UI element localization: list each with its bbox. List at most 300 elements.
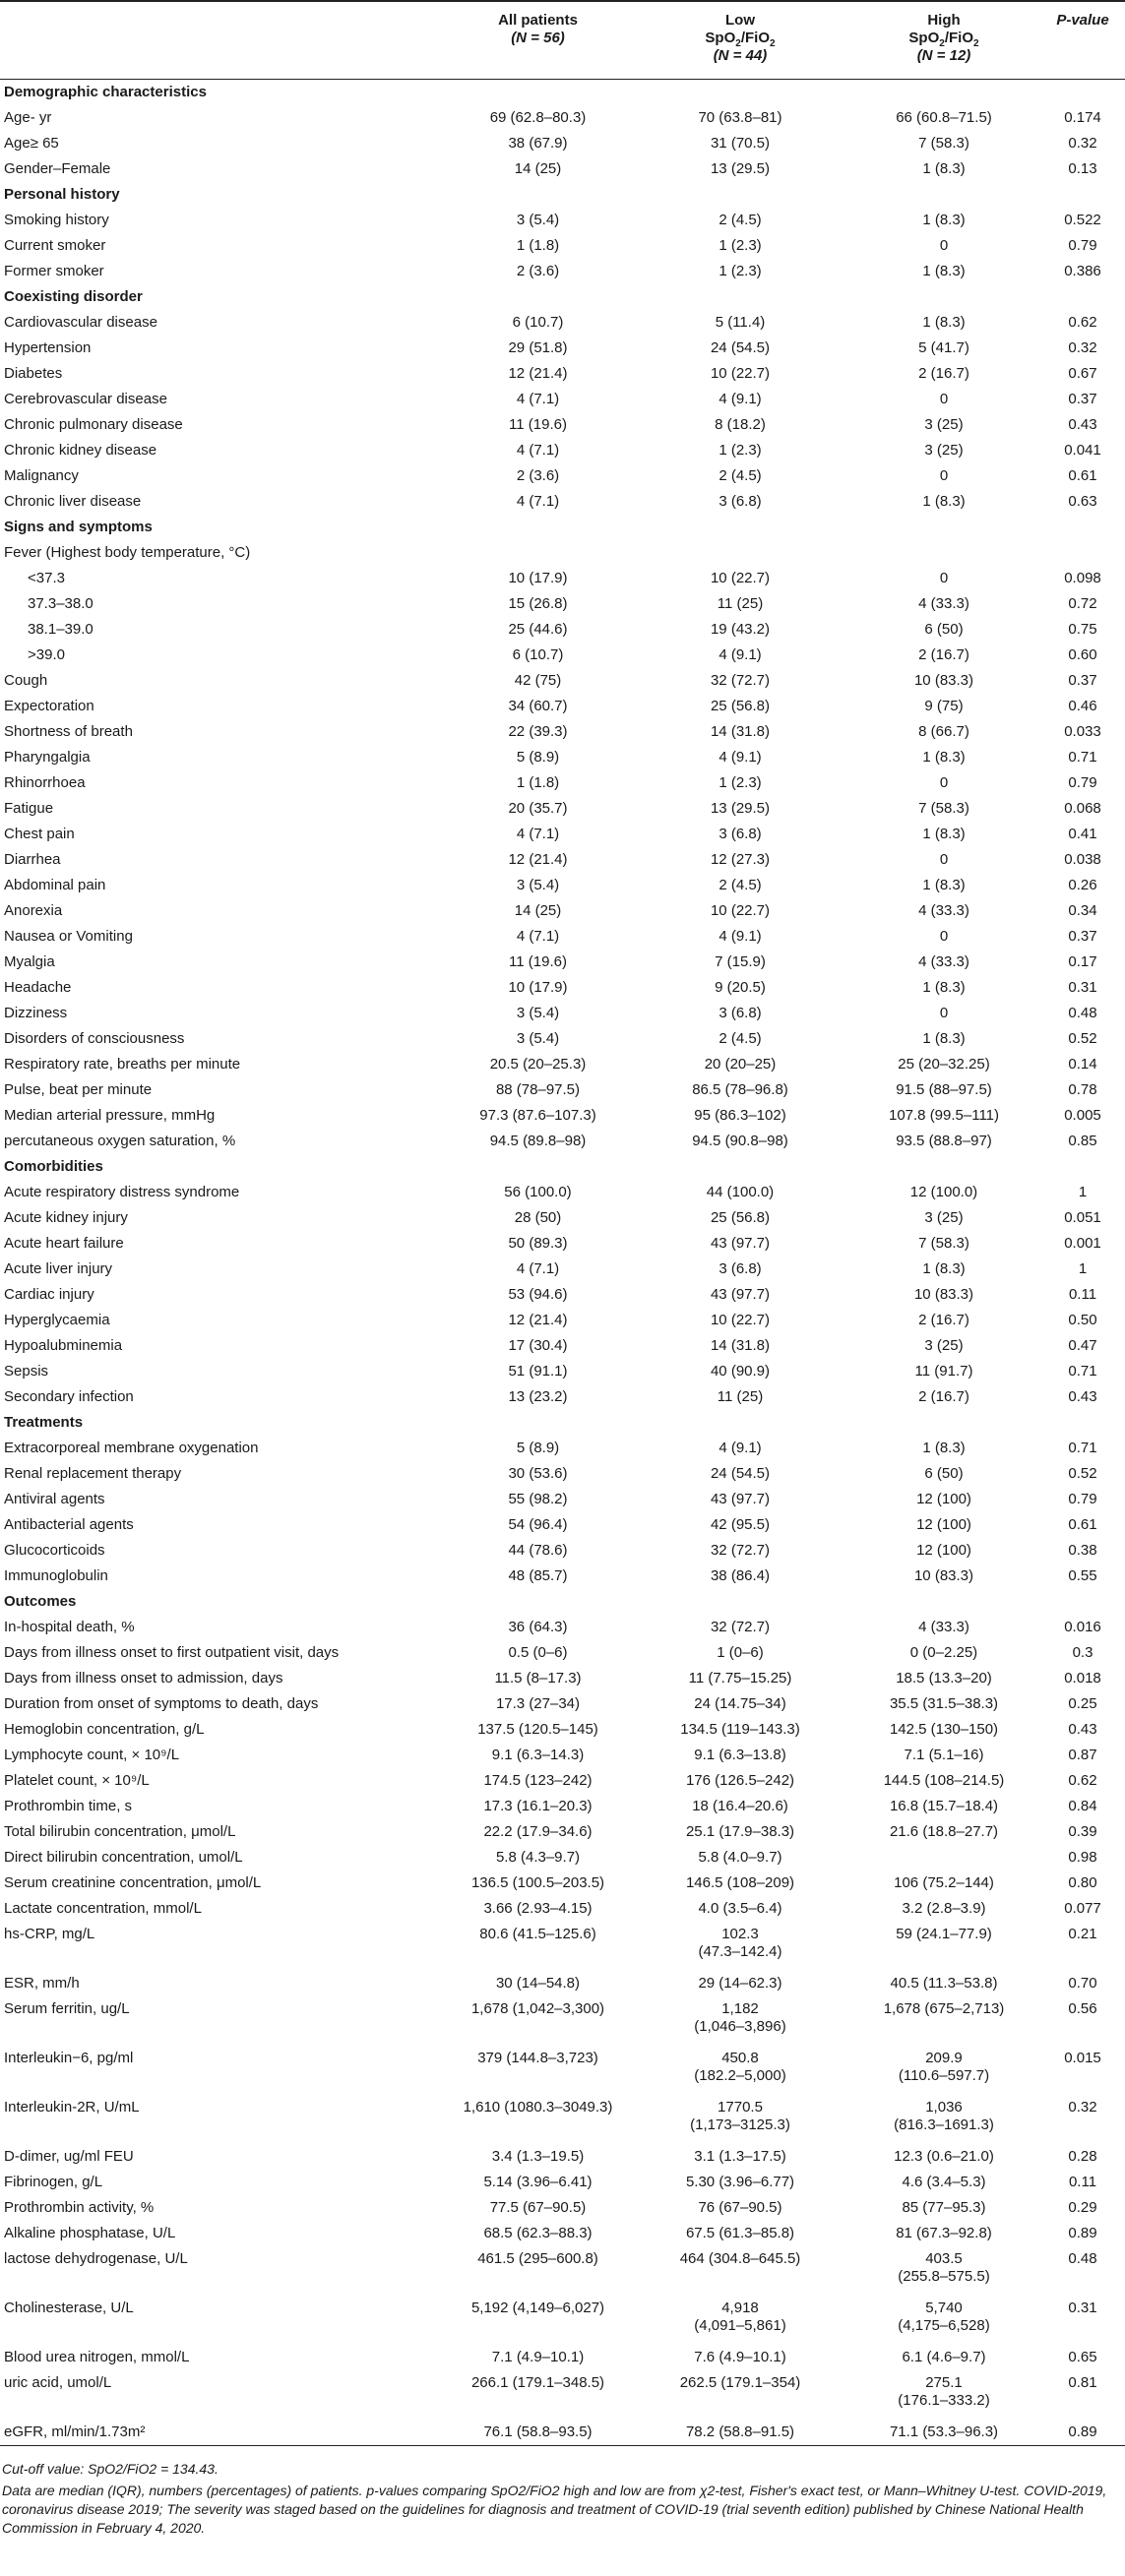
cell-all-patients: 11 (19.6)	[509, 953, 567, 970]
cell-all-patients: 88 (78–97.5)	[495, 1081, 581, 1098]
cell-low-spo2: 146.5 (108–209)	[685, 1874, 795, 1891]
cell-p-value: 0.14	[1068, 1056, 1097, 1073]
cell-high-spo2: 7 (58.3)	[918, 800, 969, 817]
cell-low-spo2: 1,182 (1,046–3,896)	[694, 2000, 786, 2035]
cell-p-value: 0.077	[1064, 1900, 1101, 1917]
row-label: Hemoglobin concentration, g/L	[4, 1721, 205, 1738]
cell-p-value: 0.015	[1064, 2050, 1101, 2066]
cell-all-patients: 12 (21.4)	[508, 1312, 568, 1328]
cell-high-spo2: 0	[939, 467, 949, 484]
row-label: Days from illness onset to first outpatient visit, days	[4, 1644, 340, 1661]
cell-high-spo2: 403.5 (255.8–575.5)	[898, 2250, 990, 2285]
cell-p-value: 0.50	[1068, 1312, 1097, 1328]
cell-all-patients: 137.5 (120.5–145)	[477, 1721, 598, 1738]
table-row	[0, 2345, 1125, 2370]
cell-low-spo2: 262.5 (179.1–354)	[679, 2374, 801, 2391]
header-low-spo2	[633, 2, 847, 80]
cell-low-spo2: 5.8 (4.0–9.7)	[698, 1849, 782, 1866]
cell-high-spo2: 7 (58.3)	[918, 135, 969, 152]
cell-all-patients: 28 (50)	[514, 1209, 562, 1226]
row-label: Disorders of consciousness	[4, 1030, 185, 1047]
header-high-n: (N = 12)	[916, 47, 971, 64]
cell-p-value: 0.016	[1064, 1619, 1101, 1635]
cell-p-value	[1040, 540, 1125, 566]
cell-low-spo2: 29 (14–62.3)	[698, 1975, 782, 1992]
row-label: percutaneous oxygen saturation, %	[4, 1133, 236, 1149]
cell-high-spo2: 3.2 (2.8–3.9)	[902, 1900, 986, 1917]
cell-all-patients: 1 (1.8)	[516, 237, 560, 254]
row-label: Interleukin−6, pg/ml	[4, 2050, 134, 2066]
row-label: Interleukin-2R, U/mL	[4, 2099, 140, 2116]
row-label: Cardiac injury	[4, 1286, 94, 1303]
table-row	[0, 489, 1125, 515]
cell-high-spo2: 21.6 (18.8–27.7)	[889, 1823, 999, 1840]
cell-high-spo2: 0	[939, 851, 949, 868]
cell-p-value: 0.79	[1068, 774, 1097, 791]
table-row	[0, 1871, 1125, 1896]
cell-high-spo2: 5 (41.7)	[918, 339, 969, 356]
cell-p-value: 0.25	[1068, 1695, 1097, 1712]
cell-high-spo2: 144.5 (108–214.5)	[883, 1772, 1005, 1789]
table-row	[0, 2221, 1125, 2246]
row-label: Extracorporeal membrane oxygenation	[4, 1440, 259, 1456]
header-low-title: Low	[725, 12, 755, 29]
row-label: Fever (Highest body temperature, °C)	[4, 544, 251, 561]
table-row	[0, 1436, 1125, 1461]
cell-all-patients: 6 (10.7)	[512, 314, 564, 331]
cell-all-patients: 2 (3.6)	[516, 263, 560, 279]
row-label: Serum ferritin, ug/L	[4, 2000, 130, 2017]
cell-low-spo2: 19 (43.2)	[710, 621, 771, 638]
table-row	[0, 2420, 1125, 2446]
table-row	[0, 1922, 1125, 1971]
cell-all-patients: 68.5 (62.3–88.3)	[483, 2225, 593, 2241]
cell-low-spo2: 13 (29.5)	[710, 800, 771, 817]
table-row	[0, 1538, 1125, 1564]
cell-all-patients: 14 (25)	[514, 902, 562, 919]
row-label: Age- yr	[4, 109, 52, 126]
table-row	[0, 1308, 1125, 1333]
header-high-ratio: SpO$_2$/FiO$_2$	[908, 30, 979, 49]
cell-p-value: 0.71	[1068, 1440, 1097, 1456]
cell-high-spo2: 0	[939, 391, 949, 407]
cell-high-spo2: 3 (25)	[924, 442, 964, 459]
cell-low-spo2: 25.1 (17.9–38.3)	[685, 1823, 795, 1840]
cell-high-spo2: 59 (24.1–77.9)	[896, 1926, 992, 1942]
table-row	[0, 1640, 1125, 1666]
cell-high-spo2: 8 (66.7)	[918, 723, 969, 740]
section-title: Comorbidities	[4, 1158, 103, 1175]
cell-low-spo2: 86.5 (78–96.8)	[692, 1081, 788, 1098]
cell-high-spo2: 7 (58.3)	[918, 1235, 969, 1252]
cell-all-patients: 4 (7.1)	[516, 826, 560, 842]
row-label: Lactate concentration, mmol/L	[4, 1900, 202, 1917]
cell-p-value: 0.038	[1064, 851, 1101, 868]
table-row	[0, 1691, 1125, 1717]
row-label: Respiratory rate, breaths per minute	[4, 1056, 241, 1073]
table-row	[0, 1666, 1125, 1691]
table-row	[0, 2095, 1125, 2144]
table-row	[0, 1333, 1125, 1359]
cell-high-spo2: 0	[939, 237, 949, 254]
cell-low-spo2: 2 (4.5)	[719, 1030, 762, 1047]
table-row	[0, 1231, 1125, 1257]
cell-all-patients: 3.4 (1.3–19.5)	[491, 2148, 585, 2165]
cell-all-patients: 4 (7.1)	[516, 442, 560, 459]
cell-p-value: 0.85	[1068, 1133, 1097, 1149]
header-all-n: (N = 56)	[511, 30, 565, 46]
cell-low-spo2: 14 (31.8)	[710, 723, 771, 740]
cell-high-spo2: 1 (8.3)	[922, 314, 966, 331]
table-row	[0, 2144, 1125, 2170]
cell-low-spo2: 10 (22.7)	[710, 1312, 771, 1328]
cell-high-spo2: 71.1 (53.3–96.3)	[889, 2423, 999, 2440]
row-label: Hypertension	[4, 339, 92, 356]
cell-high-spo2: 3 (25)	[924, 1337, 964, 1354]
header-high-title: High	[927, 12, 961, 29]
section-title: Outcomes	[4, 1593, 77, 1610]
cell-high-spo2: 81 (67.3–92.8)	[896, 2225, 992, 2241]
cell-low-spo2: 42 (95.5)	[710, 1516, 771, 1533]
cell-low-spo2: 32 (72.7)	[710, 672, 771, 689]
cell-high-spo2: 9 (75)	[924, 698, 964, 714]
cell-p-value: 0.60	[1068, 646, 1097, 663]
cell-low-spo2: 18 (16.4–20.6)	[692, 1798, 788, 1814]
cell-all-patients: 51 (91.1)	[508, 1363, 568, 1380]
cell-all-patients: 4 (7.1)	[516, 1260, 560, 1277]
table-row	[0, 1794, 1125, 1819]
row-label: Median arterial pressure, mmHg	[4, 1107, 216, 1124]
cell-low-spo2: 25 (56.8)	[710, 1209, 771, 1226]
row-label: Shortness of breath	[4, 723, 133, 740]
header-low-ratio: SpO$_2$/FiO$_2$	[705, 30, 776, 49]
cell-all-patients: 36 (64.3)	[508, 1619, 568, 1635]
cell-all-patients: 461.5 (295–600.8)	[477, 2250, 598, 2267]
table-row	[0, 2195, 1125, 2221]
table-row	[0, 898, 1125, 924]
table-row	[0, 1564, 1125, 1589]
row-label: Expectoration	[4, 698, 94, 714]
cell-all-patients: 94.5 (89.8–98)	[489, 1133, 587, 1149]
table-row	[0, 1001, 1125, 1026]
cell-high-spo2: 10 (83.3)	[913, 1286, 974, 1303]
table-row	[0, 412, 1125, 438]
table-row	[0, 770, 1125, 796]
cell-all-patients: 5 (8.9)	[516, 1440, 560, 1456]
cell-high-spo2: 209.9 (110.6–597.7)	[898, 2050, 990, 2084]
cell-p-value: 0.48	[1068, 2250, 1097, 2267]
table-row	[0, 745, 1125, 770]
cell-high-spo2: 12 (100)	[916, 1491, 971, 1507]
cell-low-spo2: 67.5 (61.3–85.8)	[685, 2225, 795, 2241]
table-row	[0, 208, 1125, 233]
cell-p-value: 1	[1078, 1260, 1088, 1277]
table-row	[0, 1077, 1125, 1103]
section-title: Demographic characteristics	[4, 84, 207, 100]
table-row	[0, 822, 1125, 847]
cell-all-patients: 11 (19.6)	[509, 416, 567, 433]
cell-low-spo2: 4 (9.1)	[719, 391, 762, 407]
cell-low-spo2: 9 (20.5)	[715, 979, 766, 996]
cell-low-spo2: 464 (304.8–645.5)	[679, 2250, 801, 2267]
cell-high-spo2: 5,740 (4,175–6,528)	[898, 2300, 990, 2334]
header-p-value: P-value	[1056, 12, 1109, 29]
cell-all-patients: 42 (75)	[514, 672, 562, 689]
table-row	[0, 2246, 1125, 2296]
cell-low-spo2: 4.0 (3.5–6.4)	[698, 1900, 782, 1917]
cell-high-spo2: 6 (50)	[924, 621, 964, 638]
table-row	[0, 105, 1125, 131]
cell-all-patients: 56 (100.0)	[504, 1184, 572, 1200]
row-label: Antibacterial agents	[4, 1516, 134, 1533]
cell-all-patients: 69 (62.8–80.3)	[489, 109, 587, 126]
cell-p-value: 0.522	[1064, 212, 1101, 228]
cell-p-value: 0.52	[1068, 1465, 1097, 1482]
cell-high-spo2: 1 (8.3)	[922, 1030, 966, 1047]
cell-all-patients: 53 (94.6)	[508, 1286, 568, 1303]
row-label: Myalgia	[4, 953, 55, 970]
cell-high-spo2: 12.3 (0.6–21.0)	[894, 2148, 994, 2165]
row-label: Acute heart failure	[4, 1235, 124, 1252]
section-header-row	[0, 80, 1125, 106]
cell-low-spo2: 32 (72.7)	[710, 1542, 771, 1559]
cell-low-spo2: 1 (2.3)	[719, 774, 762, 791]
cell-high-spo2: 1 (8.3)	[922, 749, 966, 766]
table-row	[0, 643, 1125, 668]
cell-low-spo2: 4 (9.1)	[719, 1440, 762, 1456]
table-row	[0, 1615, 1125, 1640]
cell-high-spo2: 0	[939, 774, 949, 791]
cell-low-spo2: 3 (6.8)	[719, 1260, 762, 1277]
cell-all-patients: 174.5 (123–242)	[483, 1772, 593, 1789]
row-label: Fibrinogen, g/L	[4, 2174, 103, 2190]
table-row	[0, 1052, 1125, 1077]
cell-p-value: 0.47	[1068, 1337, 1097, 1354]
cell-high-spo2: 1 (8.3)	[922, 1260, 966, 1277]
row-label: Antiviral agents	[4, 1491, 105, 1507]
table-row	[0, 1845, 1125, 1871]
cell-low-spo2: 10 (22.7)	[710, 365, 771, 382]
cell-low-spo2: 5.30 (3.96–6.77)	[685, 2174, 795, 2190]
row-label: ESR, mm/h	[4, 1975, 80, 1992]
row-label: Hyperglycaemia	[4, 1312, 110, 1328]
table-row	[0, 1971, 1125, 1996]
cell-all-patients: 10 (17.9)	[508, 570, 568, 586]
cell-p-value: 0.26	[1068, 877, 1097, 893]
cell-low-spo2: 1770.5 (1,173–3125.3)	[690, 2099, 790, 2133]
cell-all-patients: 38 (67.9)	[508, 135, 568, 152]
table-row	[0, 361, 1125, 387]
cell-low-spo2: 40 (90.9)	[710, 1363, 771, 1380]
section-header-row	[0, 1589, 1125, 1615]
cell-p-value: 0.28	[1068, 2148, 1097, 2165]
cell-p-value: 0.75	[1068, 621, 1097, 638]
cell-p-value: 0.37	[1068, 928, 1097, 945]
cell-all-patients: 17 (30.4)	[508, 1337, 568, 1354]
cell-all-patients: 4 (7.1)	[516, 493, 560, 510]
table-row	[0, 131, 1125, 156]
row-label: Duration from onset of symptoms to death, days	[4, 1695, 319, 1712]
cell-high-spo2: 0 (0–2.25)	[909, 1644, 978, 1661]
cell-p-value: 0.67	[1068, 365, 1097, 382]
cell-p-value: 0.61	[1068, 467, 1097, 484]
cell-low-spo2	[633, 540, 847, 566]
row-label: Blood urea nitrogen, mmol/L	[4, 2349, 190, 2365]
cell-all-patients: 4 (7.1)	[516, 928, 560, 945]
cell-all-patients: 7.1 (4.9–10.1)	[491, 2349, 585, 2365]
cell-low-spo2: 3 (6.8)	[719, 1005, 762, 1021]
cell-high-spo2: 10 (83.3)	[913, 1567, 974, 1584]
cell-all-patients: 12 (21.4)	[508, 365, 568, 382]
cell-all-patients: 76.1 (58.8–93.5)	[483, 2423, 593, 2440]
section-title: Coexisting disorder	[4, 288, 143, 305]
cell-all-patients: 30 (53.6)	[508, 1465, 568, 1482]
cell-p-value: 0.87	[1068, 1747, 1097, 1763]
cell-p-value: 0.63	[1068, 493, 1097, 510]
cell-high-spo2: 85 (77–95.3)	[902, 2199, 986, 2216]
cell-p-value: 0.52	[1068, 1030, 1097, 1047]
cell-p-value: 0.89	[1068, 2423, 1097, 2440]
row-label: Acute kidney injury	[4, 1209, 128, 1226]
cell-low-spo2: 94.5 (90.8–98)	[692, 1133, 788, 1149]
cell-all-patients: 15 (26.8)	[508, 595, 568, 612]
row-label: eGFR, ml/min/1.73m²	[4, 2423, 146, 2440]
row-label: Chest pain	[4, 826, 75, 842]
cell-p-value: 0.46	[1068, 698, 1097, 714]
cell-low-spo2: 1 (0–6)	[717, 1644, 764, 1661]
cell-high-spo2: 6.1 (4.6–9.7)	[902, 2349, 986, 2365]
row-label: In-hospital death, %	[4, 1619, 135, 1635]
cell-high-spo2	[847, 540, 1040, 566]
row-label: Cerebrovascular disease	[4, 391, 167, 407]
cell-all-patients: 3.66 (2.93–4.15)	[483, 1900, 593, 1917]
row-label: D-dimer, ug/ml FEU	[4, 2148, 134, 2165]
table-row	[0, 694, 1125, 719]
table-row	[0, 1743, 1125, 1768]
cell-p-value: 0.174	[1064, 109, 1101, 126]
cell-high-spo2: 11 (91.7)	[914, 1363, 973, 1380]
cell-low-spo2: 7 (15.9)	[715, 953, 766, 970]
cell-p-value: 0.32	[1068, 135, 1097, 152]
cell-p-value: 0.71	[1068, 749, 1097, 766]
cell-p-value: 0.43	[1068, 1721, 1097, 1738]
table-row	[0, 1512, 1125, 1538]
cell-low-spo2: 14 (31.8)	[710, 1337, 771, 1354]
cell-high-spo2: 93.5 (88.8–97)	[896, 1133, 992, 1149]
cell-p-value: 0.43	[1068, 1388, 1097, 1405]
cell-low-spo2: 20 (20–25)	[704, 1056, 777, 1073]
cell-high-spo2: 66 (60.8–71.5)	[896, 109, 992, 126]
cell-all-patients: 17.3 (16.1–20.3)	[483, 1798, 593, 1814]
row-label: Dizziness	[4, 1005, 68, 1021]
header-low-n: (N = 44)	[713, 47, 768, 64]
cell-high-spo2: 6 (50)	[924, 1465, 964, 1482]
cell-high-spo2: 1,036 (816.3–1691.3)	[894, 2099, 994, 2133]
table-row	[0, 463, 1125, 489]
cell-p-value: 0.31	[1068, 2300, 1097, 2316]
section-header-row	[0, 515, 1125, 540]
cell-high-spo2: 18.5 (13.3–20)	[896, 1670, 992, 1687]
cell-p-value: 0.65	[1068, 2349, 1097, 2365]
row-label: Former smoker	[4, 263, 104, 279]
cell-p-value: 0.34	[1068, 902, 1097, 919]
cell-high-spo2: 1 (8.3)	[922, 493, 966, 510]
cell-all-patients: 136.5 (100.5–203.5)	[470, 1874, 605, 1891]
row-label: Renal replacement therapy	[4, 1465, 182, 1482]
cell-low-spo2: 1 (2.3)	[719, 442, 762, 459]
table-row	[0, 233, 1125, 259]
cell-low-spo2: 7.6 (4.9–10.1)	[694, 2349, 786, 2365]
cell-low-spo2: 2 (4.5)	[719, 467, 762, 484]
footnote-cutoff: Cut-off value: SpO2/FiO2 = 134.43.	[2, 2461, 219, 2477]
cell-p-value: 0.78	[1068, 1081, 1097, 1098]
row-label: Nausea or Vomiting	[4, 928, 133, 945]
patient-characteristics-table	[0, 2, 1125, 2446]
table-row	[0, 1103, 1125, 1129]
cell-all-patients: 20.5 (20–25.3)	[489, 1056, 587, 1073]
section-header-row	[0, 182, 1125, 208]
section-title: Personal history	[4, 186, 120, 203]
cell-high-spo2	[847, 1845, 1040, 1871]
cell-low-spo2: 3 (6.8)	[719, 826, 762, 842]
cell-high-spo2: 275.1 (176.1–333.2)	[898, 2374, 990, 2409]
cell-low-spo2: 43 (97.7)	[710, 1491, 771, 1507]
table-row	[0, 1768, 1125, 1794]
cell-high-spo2: 2 (16.7)	[918, 1388, 969, 1405]
cell-high-spo2: 107.8 (99.5–111)	[888, 1107, 1000, 1124]
cell-all-patients: 6 (10.7)	[512, 646, 564, 663]
table-row	[0, 336, 1125, 361]
row-label: Alkaline phosphatase, U/L	[4, 2225, 176, 2241]
section-title: Treatments	[4, 1414, 84, 1431]
cell-p-value: 0.051	[1064, 1209, 1101, 1226]
cell-low-spo2: 24 (54.5)	[710, 339, 771, 356]
cell-all-patients: 30 (14–54.8)	[495, 1975, 581, 1992]
table-row	[0, 2046, 1125, 2095]
cell-high-spo2: 1 (8.3)	[922, 160, 966, 177]
cell-high-spo2: 0	[939, 928, 949, 945]
cell-p-value: 0.29	[1068, 2199, 1097, 2216]
cell-high-spo2: 7.1 (5.1–16)	[904, 1747, 984, 1763]
cell-p-value: 0.21	[1068, 1926, 1097, 1942]
cell-all-patients: 1,678 (1,042–3,300)	[470, 2000, 605, 2017]
cell-high-spo2: 12 (100)	[916, 1542, 971, 1559]
cell-all-patients: 2 (3.6)	[516, 467, 560, 484]
table-row	[0, 156, 1125, 182]
table-row	[0, 1996, 1125, 2046]
cell-high-spo2: 4 (33.3)	[918, 1619, 969, 1635]
cell-all-patients: 1,610 (1080.3–3049.3)	[463, 2099, 613, 2116]
cell-low-spo2: 3.1 (1.3–17.5)	[694, 2148, 786, 2165]
section-title: Signs and symptoms	[4, 519, 153, 535]
table-row	[0, 719, 1125, 745]
cell-low-spo2: 24 (14.75–34)	[694, 1695, 786, 1712]
cell-high-spo2: 10 (83.3)	[913, 672, 974, 689]
cell-low-spo2: 3 (6.8)	[719, 493, 762, 510]
cell-all-patients: 22.2 (17.9–34.6)	[483, 1823, 593, 1840]
cell-low-spo2: 24 (54.5)	[710, 1465, 771, 1482]
cell-high-spo2: 4 (33.3)	[918, 595, 969, 612]
cell-low-spo2: 4 (9.1)	[719, 928, 762, 945]
cell-all-patients: 3 (5.4)	[516, 1030, 560, 1047]
cell-high-spo2: 3 (25)	[924, 416, 964, 433]
cell-all-patients: 48 (85.7)	[508, 1567, 568, 1584]
cell-low-spo2: 70 (63.8–81)	[698, 109, 782, 126]
row-label: Cough	[4, 672, 48, 689]
cell-low-spo2: 9.1 (6.3–13.8)	[694, 1747, 786, 1763]
cell-p-value: 0.80	[1068, 1874, 1097, 1891]
cell-p-value: 0.61	[1068, 1516, 1097, 1533]
